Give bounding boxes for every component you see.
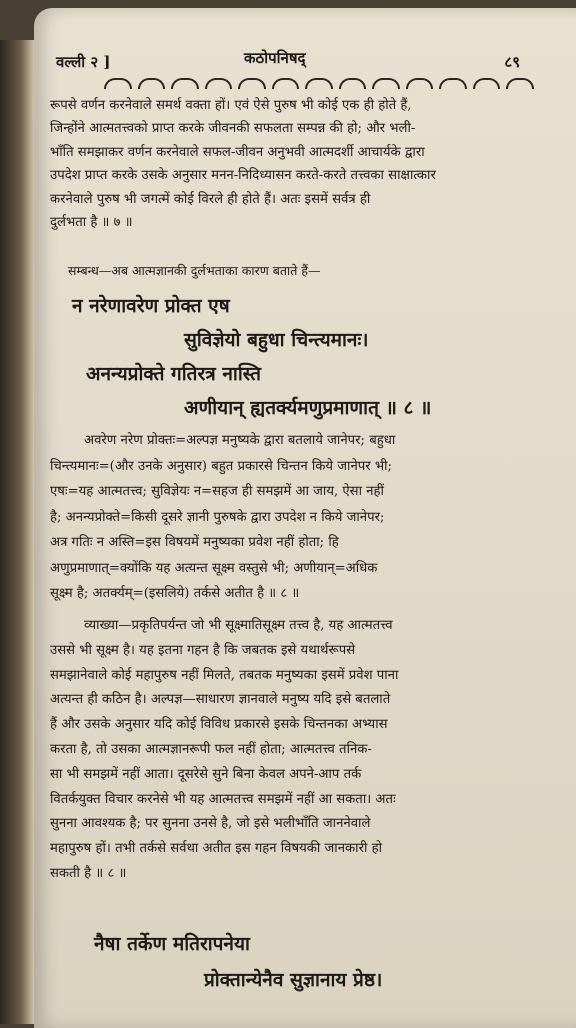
text-line: उससे भी सूक्ष्म है। यह इतना गहन है कि जबतक इसे यथार्थरूपसे: [50, 642, 356, 658]
word-meaning-gloss: [50, 428, 550, 607]
context-note: सम्बन्ध—अब आत्मज्ञानकी दुर्लभताका कारण बताते हैं—: [68, 263, 321, 278]
paragraph-continuation: [50, 94, 550, 234]
text-line: सुनना आवश्यक है; पर सुनना उनसे है, जो इसे भलीभाँति जाननेवाले: [50, 816, 371, 832]
text-line: अवरेण नरेण प्रोक्तः=अल्पज्ञ मनुष्यके द्वारा बतलाये जानेपर; बहुधा: [84, 433, 396, 448]
text-line: जिन्होंने आत्मतत्त्वको प्राप्त करके जीवनकी सफलता सम्पन्न की हो; और भली-: [50, 121, 416, 137]
explanation-paragraph: [50, 614, 550, 887]
text-line: चिन्त्यमानः=(और उनके अनुसार) बहुत प्रकारसे चिन्तन किये जानेपर भी;: [50, 458, 392, 474]
text-line: अणुप्रमाणात्=क्योंकि यह अत्यन्त सूक्ष्म वस्तुसे भी; अणीयान्=अधिक: [50, 560, 378, 576]
verse-line: नैषा तर्केण मतिरापनेया: [94, 933, 250, 955]
text-line: सकती है ॥ ८ ॥: [50, 865, 127, 881]
text-line: रूपसे वर्णन करनेवाले समर्थ वक्ता हों। एवं ऐसे पुरुष भी कोई एक ही होते हैं,: [50, 98, 412, 113]
verse-line: अणीयान् ह्यतर्क्यमणुप्रमाणात् ॥ ८ ॥: [184, 397, 432, 419]
text-line: भाँति समझाकर वर्णन करनेवाले सफल-जीवन अनुभवी आत्मदर्शी आचार्यके द्वारा: [50, 144, 425, 160]
text-line: एषः=यह आत्मतत्त्व; सुविज्ञेयः न=सहज ही समझमें आ जाय, ऐसा नहीं: [50, 484, 384, 499]
text-line: है; अनन्यप्रोक्ते=किसी दूसरे ज्ञानी पुरुषके द्वारा उपदेश न किये जानेपर;: [50, 509, 385, 525]
text-line: दुर्लभता है ॥ ७ ॥: [50, 215, 133, 231]
verse-line: सुविज्ञेयो बहुधा चिन्त्यमानः।: [184, 329, 369, 351]
text-line: व्याख्या—प्रकृतिपर्यन्त जो भी सूक्ष्मातिसूक्ष्म तत्त्व है, यह आत्मतत्त्व: [84, 618, 393, 633]
text-line: महापुरुष हों। तभी तर्कसे सर्वथा अतीत इस गहन विषयकी जानकारी हो: [50, 841, 383, 857]
verse-line: न नरेणावरेण प्रोक्त एष: [72, 295, 230, 317]
page-number: ८९: [504, 53, 520, 71]
text-line: करनेवाले पुरुष भी जगत्में कोई विरले ही होते हैं। अतः इसमें सर्वत्र ही: [50, 191, 371, 207]
text-line: अत्र गतिः न अस्ति=इस विषयमें मनुष्यका प्रवेश नहीं होता; हि: [50, 535, 339, 550]
text-line: करता है, तो उसका आत्मज्ञानरूपी फल नहीं होता; आत्मतत्त्व तनिक-: [50, 741, 372, 757]
header-ornament: [104, 74, 534, 90]
text-line: हैं और उसके अनुसार यदि कोई विविध प्रकारसे इसके चिन्तनका अभ्यास: [50, 717, 388, 733]
verse-line: प्रोक्तान्येनैव सुज्ञानाय प्रेष्ठ।: [204, 969, 383, 991]
text-line: सा भी समझमें नहीं आता। दूसरेसे सुने बिना केवल अपने-आप तर्क: [50, 766, 362, 782]
running-head-title: कठोपनिषद्: [244, 49, 306, 67]
book-spine-shadow: [0, 40, 34, 1024]
text-line: उपदेश प्राप्त करके उसके अनुसार मनन-निदिध्यासन करते-करते तत्त्वका साक्षात्कार: [50, 168, 436, 184]
text-line: समझानेवाले कोई महापुरुष नहीं मिलते, तबतक मनुष्यका इसमें प्रवेश पाना: [50, 667, 399, 683]
text-line: सूक्ष्म है; अतर्क्यम्=(इसलिये) तर्कसे अतीत है ॥ ८ ॥: [50, 586, 300, 601]
verse-line: अनन्यप्रोक्ते गतिरत्र नास्ति: [86, 363, 261, 385]
book-page: [34, 8, 576, 1028]
text-line: अत्यन्त ही कठिन है। अल्पज्ञ—साधारण ज्ञानवाले मनुष्य यदि इसे बतलाते: [50, 692, 391, 708]
running-head-section: वल्ली २ ]: [56, 53, 111, 71]
text-line: वितर्कयुक्त विचार करनेसे भी यह आत्मतत्त्व समझमें नहीं आ सकता। अतः: [50, 791, 396, 807]
